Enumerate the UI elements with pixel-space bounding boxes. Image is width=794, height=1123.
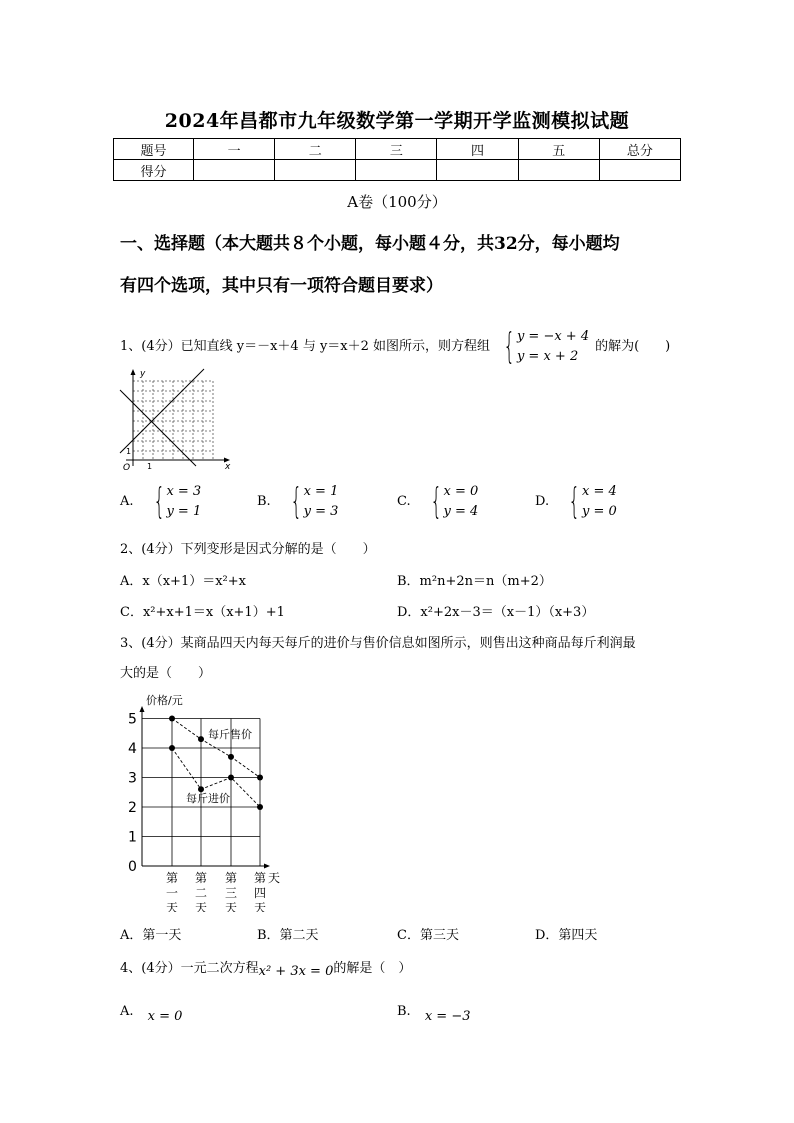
option-label: D.	[535, 494, 550, 509]
option-d[interactable]	[535, 482, 617, 522]
score-header-cell: 三	[356, 139, 437, 160]
score-header-cell: 五	[518, 139, 599, 160]
option-a[interactable]	[120, 482, 201, 522]
x-tick-label: 二	[195, 886, 208, 900]
option-label: A.	[120, 1004, 134, 1019]
equation-system	[419, 482, 479, 522]
option-c[interactable]: C．第三天	[397, 928, 459, 943]
score-input-cell[interactable]	[599, 160, 680, 181]
x-tick-label: 天	[195, 901, 208, 912]
score-table	[113, 138, 681, 181]
question-2-text: 2、(4分）下列变形是因式分解的是（ ）	[120, 542, 376, 557]
x-tick-label: 三	[225, 886, 238, 900]
option-d[interactable]: D．第四天	[535, 928, 598, 943]
series-label-sell: 每斤售价	[208, 728, 252, 741]
option-d[interactable]: D．x²+2x－3＝（x－1）（x+3）	[397, 605, 595, 620]
equation-line: y = 4	[443, 504, 479, 519]
score-header-cell: 总分	[599, 139, 680, 160]
x-tick-labels	[166, 871, 266, 912]
equation-system	[557, 482, 617, 522]
question-3-text-line1: 3、(4分）某商品四天内每天每斤的进价与售价信息如图所示，则售出这种商品每斤利润最	[120, 636, 636, 651]
x-tick-label: 天	[254, 901, 267, 912]
x-axis-arrow	[264, 864, 270, 869]
option-b[interactable]	[257, 482, 338, 522]
buy-price-point	[228, 775, 234, 781]
score-input-cell[interactable]	[194, 160, 275, 181]
x-tick-label: 四	[254, 886, 267, 900]
x-tick-label: 第	[254, 871, 267, 885]
y-axis-label: y	[140, 369, 146, 379]
y-tick-label: 1	[128, 829, 137, 846]
equation-system	[142, 482, 202, 522]
score-input-cell[interactable]	[275, 160, 356, 181]
score-input-cell[interactable]	[356, 160, 437, 181]
option-c[interactable]	[397, 482, 478, 522]
section-title: A卷（100分）	[347, 193, 447, 211]
question-1	[120, 327, 670, 367]
y-tick-label: 3	[128, 770, 137, 787]
question-3-text-line2: 大的是（ ）	[120, 666, 212, 681]
equation-line: y = 0	[582, 504, 617, 519]
x-tick-label: 第	[166, 871, 179, 885]
origin-label: O	[123, 463, 131, 472]
brace-symbol: {	[290, 481, 302, 522]
option-value: x = −3	[424, 1009, 471, 1024]
sell-price-point	[257, 775, 263, 781]
x-tick-label: 天	[225, 901, 238, 912]
score-table-header-row	[114, 139, 681, 160]
y-tick-label: 5	[128, 711, 137, 728]
question-4	[120, 960, 411, 978]
option-label: B.	[397, 1004, 411, 1019]
equation-line: x = 0	[443, 484, 479, 499]
equation-line: y = −x + 4	[516, 329, 590, 344]
brace-symbol: {	[430, 481, 442, 522]
x-tick-label: 第	[225, 871, 238, 885]
buy-price-point	[257, 804, 263, 810]
sell-price-point	[198, 736, 204, 742]
question-1-suffix: 的解为( )	[595, 339, 671, 354]
x-axis-label: x	[225, 462, 231, 472]
y-tick-label: 1	[126, 447, 132, 456]
buy-price-point	[169, 745, 175, 751]
brace-symbol: {	[152, 481, 165, 522]
x-tick-label: 1	[147, 462, 153, 471]
equation-line: x = 1	[303, 484, 339, 499]
option-a[interactable]: A．x（x+1）＝x²+x	[120, 574, 246, 589]
question-1-graph	[118, 366, 238, 472]
score-table-score-row	[114, 160, 681, 181]
equation-system	[279, 482, 339, 522]
option-b[interactable]: B．第二天	[257, 928, 319, 943]
option-label: C.	[397, 494, 411, 509]
x-tick-label: 天	[166, 901, 179, 912]
x-tick-label: 第	[195, 871, 208, 885]
sell-price-point	[169, 716, 175, 722]
equation-line: x = 4	[582, 484, 617, 499]
score-header-cell: 一	[194, 139, 275, 160]
question-4-suffix: 的解是（ ）	[333, 961, 412, 976]
question-4-equation: x² + 3x = 0	[258, 964, 334, 979]
y-axis-arrow	[131, 369, 136, 375]
question-4-text: 4、(4分）一元二次方程	[120, 961, 259, 976]
section-heading-line1: 一、选择题（本大题共８个小题，每小题４分，共32分，每小题均	[120, 234, 620, 254]
equation-system	[492, 327, 589, 367]
option-label: A.	[120, 494, 134, 509]
question-1-text: 1、(4分）已知直线 y＝－x＋4 与 y＝x＋2 如图所示，则方程组	[120, 339, 491, 354]
grid-lines	[133, 381, 213, 460]
option-a[interactable]: A．第一天	[120, 928, 182, 943]
series-label-buy: 每斤进价	[186, 792, 230, 805]
equation-line: x = 3	[166, 484, 202, 499]
score-row-label: 得分	[114, 160, 194, 181]
y-axis-arrow	[140, 706, 145, 712]
price-chart	[120, 690, 290, 912]
sell-price-point	[228, 754, 234, 760]
equation-line: y = 1	[166, 504, 202, 519]
brace-symbol: {	[568, 481, 580, 522]
option-c[interactable]: C．x²+x+1＝x（x+1）+1	[120, 605, 285, 620]
page-title: 2024年昌都市九年级数学第一学期开学监测模拟试题	[164, 110, 630, 132]
score-header-cell: 二	[275, 139, 356, 160]
option-b[interactable]: B．m²n+2n＝n（m+2）	[397, 574, 552, 589]
y-tick-label: 4	[128, 741, 137, 757]
equation-line: y = x + 2	[516, 349, 579, 364]
y-tick-labels	[128, 712, 137, 876]
option-a[interactable]	[120, 1003, 183, 1024]
x-tick-label: 一	[166, 886, 179, 900]
score-header-cell: 题号	[114, 139, 194, 160]
y-tick-label: 2	[128, 800, 137, 816]
score-header-cell: 四	[437, 139, 518, 160]
option-b[interactable]	[397, 1003, 471, 1024]
score-input-cell[interactable]	[437, 160, 518, 181]
option-value: x = 0	[147, 1009, 183, 1024]
y-tick-label: 0	[128, 859, 137, 875]
x-axis-title: 天	[268, 871, 281, 885]
brace-symbol: {	[503, 326, 515, 367]
score-input-cell[interactable]	[518, 160, 599, 181]
option-label: B.	[257, 494, 271, 509]
y-axis-title: 价格/元	[146, 694, 183, 707]
equation-line: y = 3	[303, 504, 339, 519]
section-heading-line2: 有四个选项，其中只有一项符合题目要求）	[120, 276, 443, 296]
